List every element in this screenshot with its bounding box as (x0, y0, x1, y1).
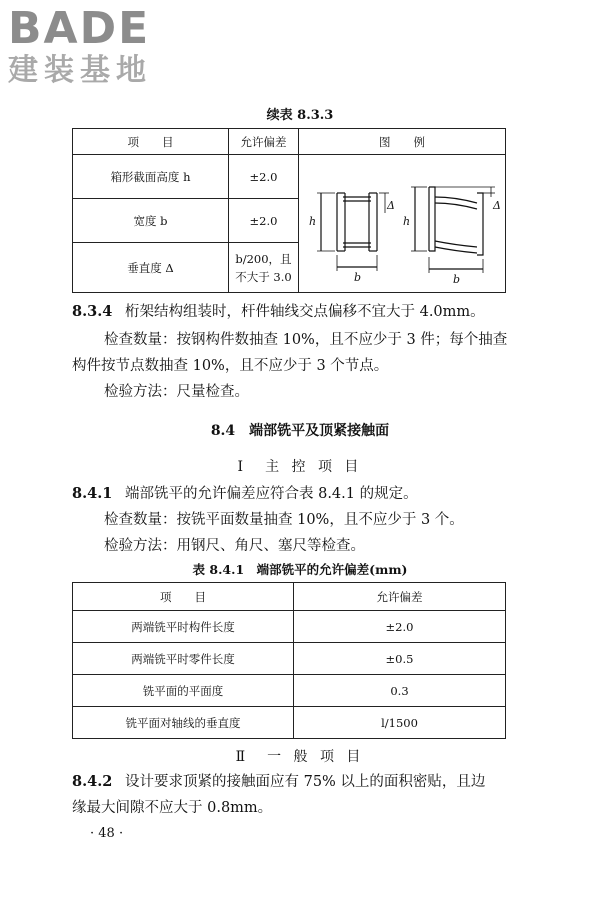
right-h-label: h (403, 215, 411, 228)
table-row (73, 675, 506, 707)
clause-8-4-2-line2: 缘最大间隙不应大于 0.8mm。 (72, 800, 273, 816)
table2-item: 两端铣平时零件长度 (73, 643, 294, 675)
table-row (73, 155, 506, 199)
clause-8-3-4 (72, 302, 485, 322)
box-section-diagram (299, 157, 505, 287)
watermark-logo (8, 3, 183, 88)
logo-brand: BADE (8, 3, 151, 54)
table1-tolerance (228, 243, 298, 293)
section-heading-8-4: 8.4 端部铣平及顶紧接触面 (210, 423, 390, 439)
check-method: 检验方法：用钢尺、角尺、塞尺等检查。 (104, 538, 365, 554)
table1-item: 垂直度 Δ (73, 243, 229, 293)
table1-tolerance: ±2.0 (228, 199, 298, 243)
table1-caption: 续表 8.3.3 (266, 108, 334, 123)
table2-item: 两端铣平时构件长度 (73, 611, 294, 643)
left-b-label: b (354, 271, 362, 284)
table1 (72, 128, 506, 293)
table2-tolerance: ±0.5 (294, 643, 506, 675)
left-h-label: h (309, 215, 317, 228)
tolerance-line-2: 不大于 3.0 (235, 269, 292, 284)
subsection-main-control: Ⅰ 主 控 项 目 (237, 459, 363, 475)
check-quantity-line1: 检查数量：按钢构件数抽查 10%，且不应少于 3 件；每个抽查 (104, 332, 508, 348)
right-delta-label: Δ (493, 199, 501, 212)
table1-figure-cell (299, 155, 506, 293)
table2-header-row (73, 583, 506, 611)
tolerance-line-1: b/200，且 (235, 251, 292, 266)
table1-header-item: 项 目 (73, 129, 229, 155)
check-method: 检验方法：尺量检查。 (104, 384, 249, 400)
table2-item: 铣平面对轴线的垂直度 (73, 707, 294, 739)
table2 (72, 582, 506, 739)
logo-subtitle: 建装基地 (8, 53, 152, 88)
table1-item: 箱形截面高度 h (73, 155, 229, 199)
table2-header-item: 项 目 (73, 583, 294, 611)
clause-text: 端部铣平的允许偏差应符合表 8.4.1 的规定。 (124, 486, 418, 502)
clause-text: 桁架结构组装时，杆件轴线交点偏移不宜大于 4.0mm。 (124, 304, 485, 320)
page-number: · 48 · (90, 826, 124, 841)
clause-number: 8.4.1 (72, 485, 113, 502)
left-delta-label: Δ (387, 199, 395, 212)
table-row (73, 707, 506, 739)
check-quantity-line2: 构件按节点数抽查 10%，且不应少于 3 个节点。 (72, 358, 389, 374)
table-row (73, 643, 506, 675)
clause-number: 8.4.2 (72, 773, 113, 790)
table2-caption: 表 8.4.1 端部铣平的允许偏差(mm) (192, 562, 408, 577)
table2-tolerance: 0.3 (294, 675, 506, 707)
table2-tolerance: l/1500 (294, 707, 506, 739)
table1-tolerance: ±2.0 (228, 155, 298, 199)
right-b-label: b (453, 273, 461, 286)
table2-item: 铣平面的平面度 (73, 675, 294, 707)
clause-text: 设计要求顶紧的接触面应有 75% 以上的面积密贴，且边 (124, 774, 486, 790)
clause-8-4-2 (72, 772, 485, 792)
table1-item: 宽度 b (73, 199, 229, 243)
check-quantity: 检查数量：按铣平面数量抽查 10%，且不应少于 3 个。 (104, 512, 464, 528)
table2-header-tolerance: 允许偏差 (294, 583, 506, 611)
clause-number: 8.3.4 (72, 303, 113, 320)
clause-8-4-1 (72, 484, 418, 504)
table1-header-tolerance: 允许偏差 (228, 129, 298, 155)
table1-header-row (73, 129, 506, 155)
table2-tolerance: ±2.0 (294, 611, 506, 643)
subsection-general: Ⅱ 一 般 项 目 (235, 749, 365, 765)
table1-header-figure: 图 例 (299, 129, 506, 155)
table-row (73, 611, 506, 643)
